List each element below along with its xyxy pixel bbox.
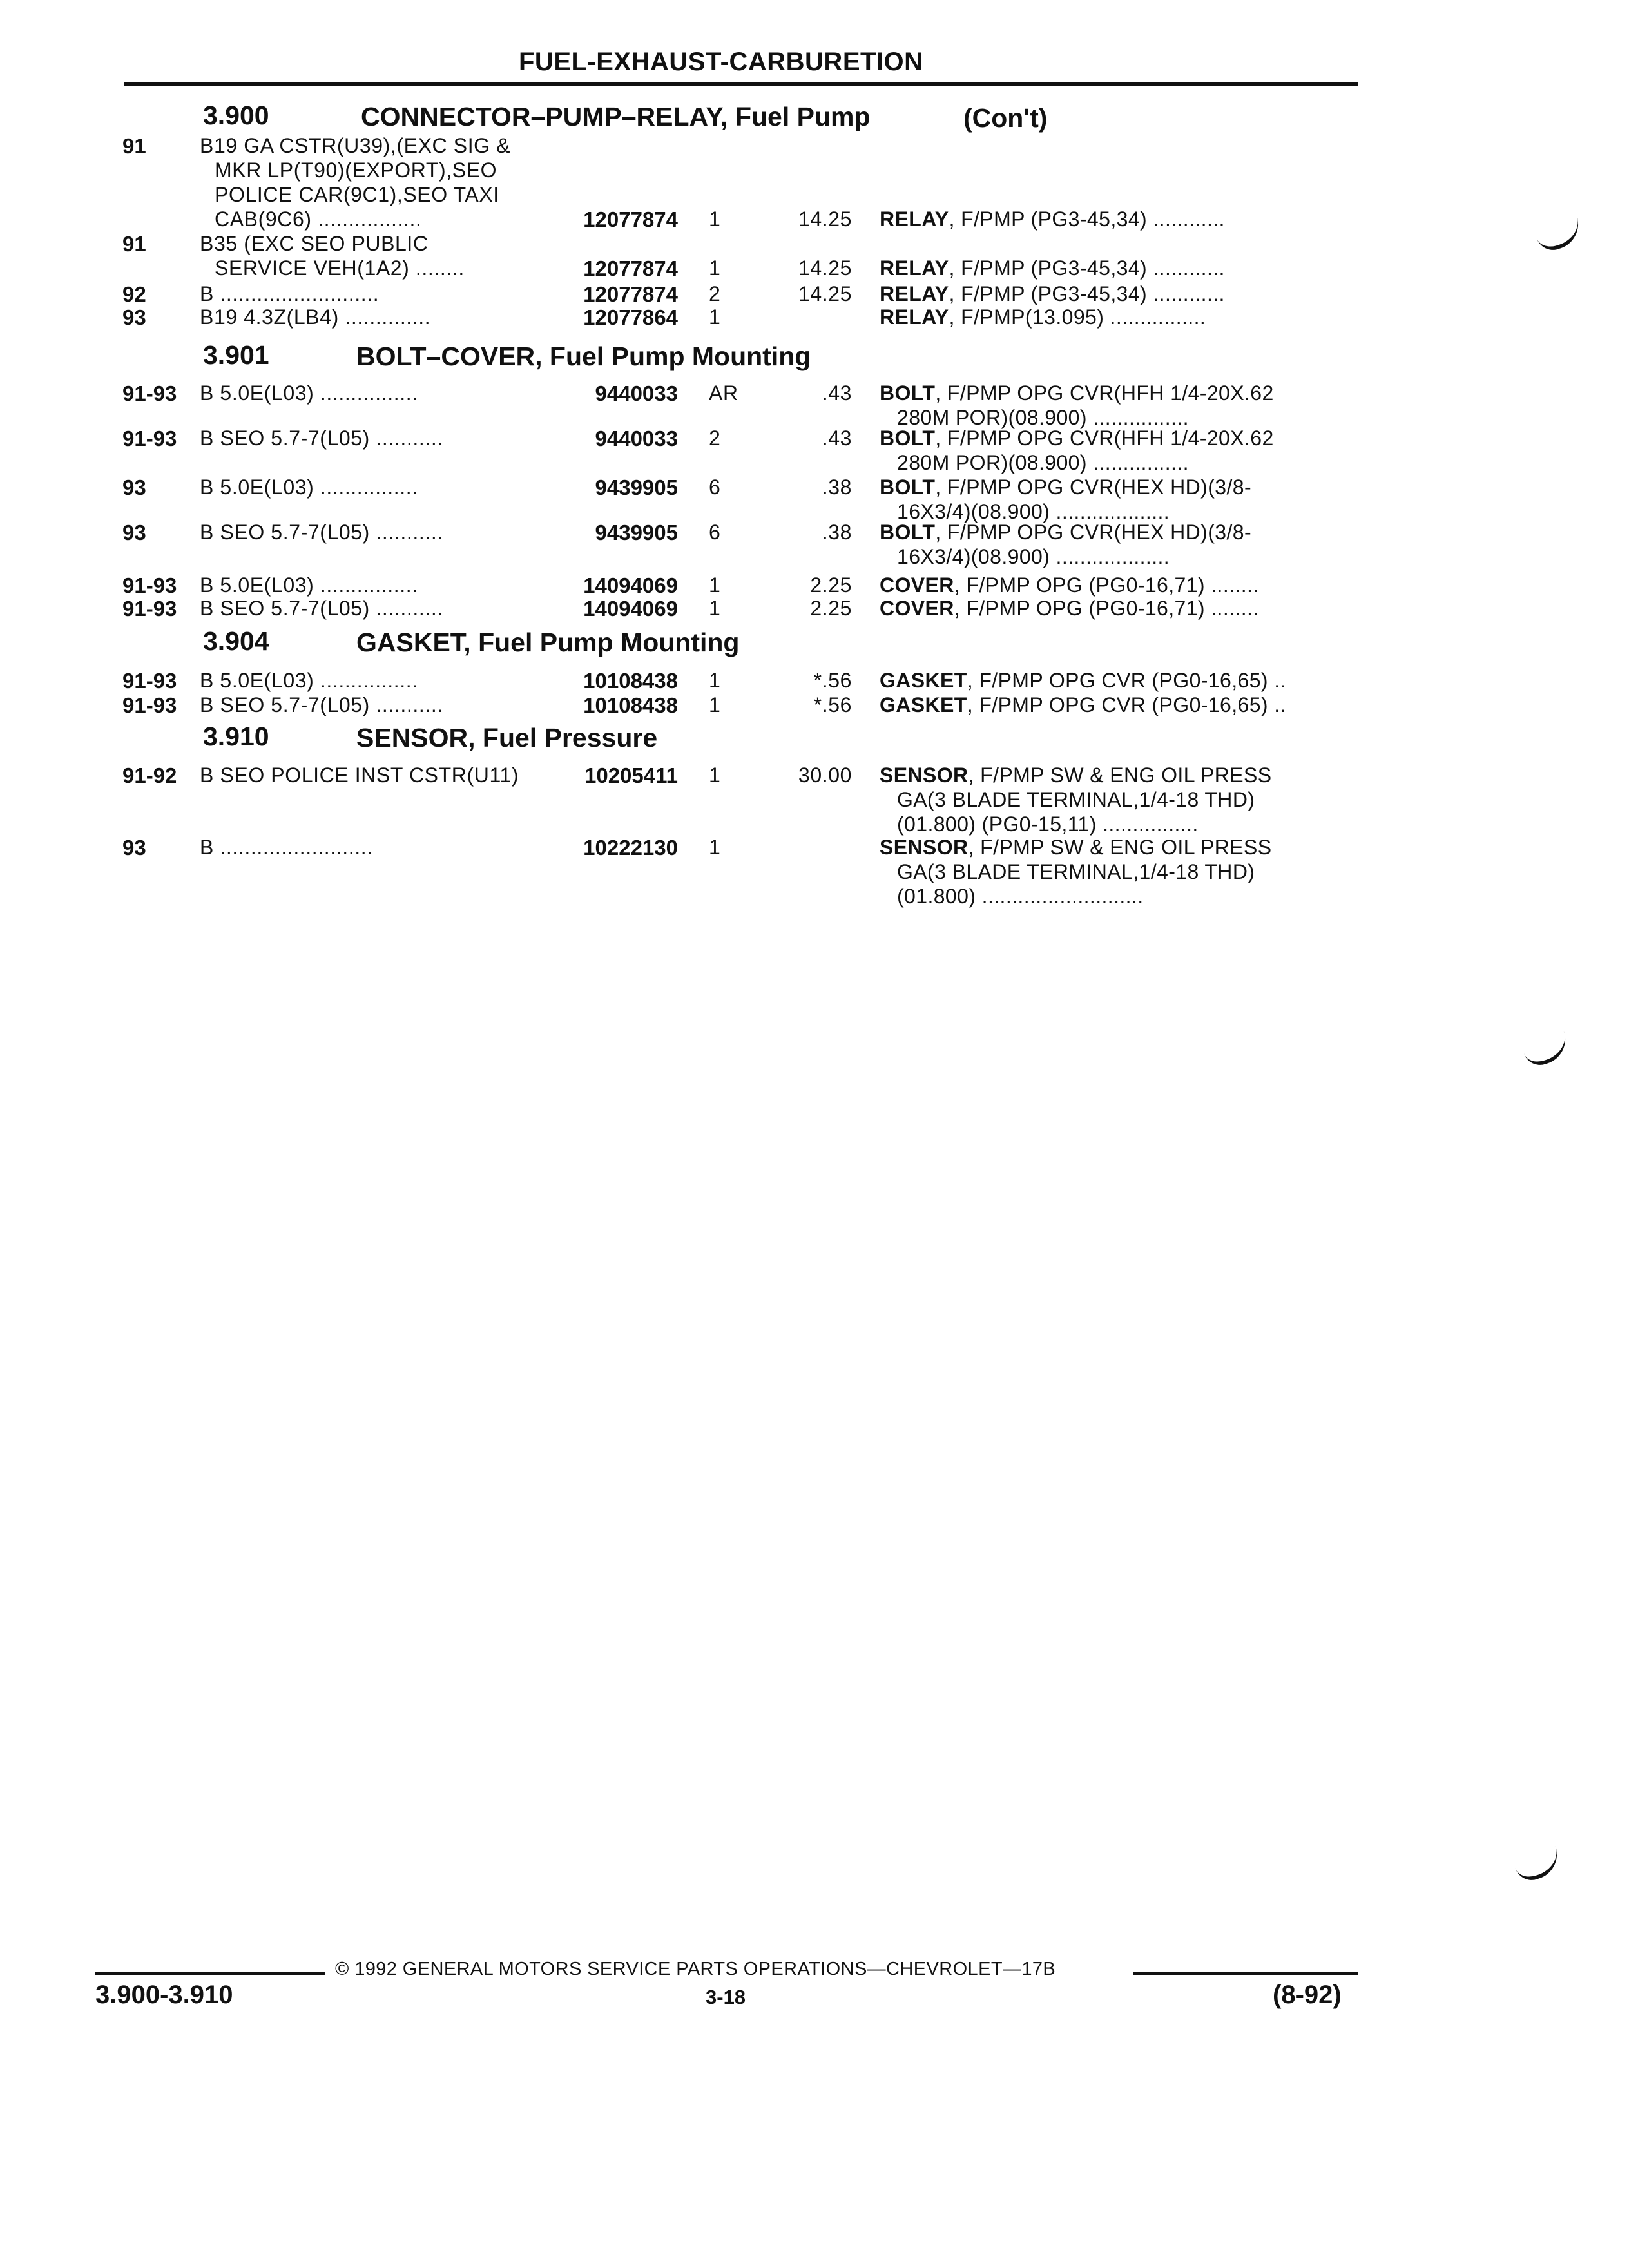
row-quantity: 1 bbox=[709, 256, 721, 280]
row-description bbox=[880, 573, 1259, 597]
row-description bbox=[880, 305, 1206, 329]
section-title-3-904: GASKET, Fuel Pump Mounting bbox=[356, 628, 740, 657]
row-description-keyword: RELAY bbox=[880, 207, 949, 231]
row-price: .43 bbox=[822, 427, 852, 450]
row-application: B 5.0E(L03) ................ bbox=[200, 476, 418, 499]
row-description-text: , F/PMP (PG3-45,34) ............ bbox=[949, 282, 1225, 305]
row-application: B SEO 5.7-7(L05) ........... bbox=[200, 597, 443, 620]
row-description-keyword: BOLT bbox=[880, 521, 936, 544]
row-description-text: , F/PMP SW & ENG OIL PRESS bbox=[968, 836, 1272, 859]
row-description bbox=[880, 207, 1225, 231]
row-application: B SEO 5.7-7(L05) ........... bbox=[200, 427, 443, 450]
row-description-text: , F/PMP OPG CVR(HEX HD)(3/8- bbox=[935, 476, 1251, 499]
row-description-continued: GA(3 BLADE TERMINAL,1/4-18 THD) bbox=[897, 788, 1255, 811]
footer-section-range: 3.900-3.910 bbox=[95, 1981, 233, 2009]
row-model-year: 93 bbox=[122, 836, 146, 860]
section-number-3-901: 3.901 bbox=[203, 340, 269, 370]
row-model-year: 91-93 bbox=[122, 669, 177, 693]
section-continued-label: (Con't) bbox=[963, 103, 1048, 133]
row-part-number: 9439905 bbox=[595, 521, 678, 544]
row-description-text: , F/PMP OPG (PG0-16,71) ........ bbox=[954, 597, 1259, 620]
row-description-text: , F/PMP OPG CVR(HFH 1/4-20X.62 bbox=[935, 381, 1274, 405]
row-part-number: 10222130 bbox=[583, 836, 678, 860]
row-description-continued: 16X3/4)(08.900) ................... bbox=[897, 500, 1170, 523]
row-model-year: 91-93 bbox=[122, 381, 177, 405]
row-description-keyword: GASKET bbox=[880, 693, 967, 716]
row-application: B SEO 5.7-7(L05) ........... bbox=[200, 693, 443, 716]
row-application: POLICE CAR(9C1),SEO TAXI bbox=[215, 183, 499, 206]
row-description-keyword: BOLT bbox=[880, 381, 936, 405]
row-description bbox=[880, 476, 1251, 499]
row-description-continued: 16X3/4)(08.900) ................... bbox=[897, 545, 1170, 568]
row-description-text: , F/PMP OPG CVR(HFH 1/4-20X.62 bbox=[935, 427, 1274, 450]
row-quantity: 1 bbox=[709, 207, 721, 231]
row-description-keyword: RELAY bbox=[880, 305, 949, 329]
row-quantity: 1 bbox=[709, 836, 721, 859]
row-description-keyword: RELAY bbox=[880, 282, 949, 305]
row-part-number: 9440033 bbox=[595, 381, 678, 405]
row-description-text: , F/PMP OPG CVR(HEX HD)(3/8- bbox=[935, 521, 1251, 544]
row-price: .38 bbox=[822, 521, 852, 544]
row-quantity: 1 bbox=[709, 764, 721, 787]
section-title-3-910: SENSOR, Fuel Pressure bbox=[356, 723, 658, 753]
row-model-year: 91-93 bbox=[122, 427, 177, 450]
row-application: B35 (EXC SEO PUBLIC bbox=[200, 232, 429, 255]
row-description-continued: GA(3 BLADE TERMINAL,1/4-18 THD) bbox=[897, 860, 1255, 883]
row-description bbox=[880, 764, 1272, 787]
row-quantity: 6 bbox=[709, 476, 721, 499]
row-description-keyword: SENSOR bbox=[880, 836, 969, 859]
row-description-keyword: COVER bbox=[880, 597, 954, 620]
row-part-number: 12077874 bbox=[583, 282, 678, 306]
row-price: .43 bbox=[822, 381, 852, 405]
row-model-year: 91-93 bbox=[122, 573, 177, 597]
row-part-number: 12077874 bbox=[583, 207, 678, 231]
row-description bbox=[880, 381, 1274, 405]
row-application: B19 4.3Z(LB4) .............. bbox=[200, 305, 431, 329]
row-description-keyword: COVER bbox=[880, 573, 954, 597]
row-application: B .......................... bbox=[200, 282, 380, 305]
row-application: B SEO 5.7-7(L05) ........... bbox=[200, 521, 443, 544]
row-description bbox=[880, 521, 1251, 544]
row-model-year: 91-93 bbox=[122, 693, 177, 717]
row-description-continued: (01.800) (PG0-15,11) ................ bbox=[897, 812, 1199, 836]
row-part-number: 12077874 bbox=[583, 256, 678, 280]
row-application: B SEO POLICE INST CSTR(U11) bbox=[200, 764, 519, 787]
row-description-continued: 280M POR)(08.900) ................ bbox=[897, 451, 1189, 474]
row-description-text: , F/PMP (PG3-45,34) ............ bbox=[949, 207, 1225, 231]
row-model-year: 92 bbox=[122, 282, 146, 306]
row-description-keyword: RELAY bbox=[880, 256, 949, 280]
page-header-title: FUEL-EXHAUST-CARBURETION bbox=[519, 48, 923, 76]
row-quantity: 1 bbox=[709, 669, 721, 692]
row-description-text: , F/PMP SW & ENG OIL PRESS bbox=[968, 764, 1272, 787]
row-description bbox=[880, 282, 1225, 306]
row-model-year: 91 bbox=[122, 134, 146, 158]
section-title-3-900: CONNECTOR–PUMP–RELAY, Fuel Pump bbox=[361, 102, 871, 131]
footer-rule-left bbox=[95, 1972, 325, 1975]
row-part-number: 9439905 bbox=[595, 476, 678, 499]
row-description-keyword: BOLT bbox=[880, 476, 936, 499]
row-price: 14.25 bbox=[798, 207, 852, 231]
row-model-year: 91-93 bbox=[122, 597, 177, 620]
section-title-3-901: BOLT–COVER, Fuel Pump Mounting bbox=[356, 341, 811, 371]
row-part-number: 14094069 bbox=[583, 573, 678, 597]
row-price: 2.25 bbox=[810, 573, 852, 597]
row-description bbox=[880, 597, 1259, 620]
row-description-continued: 280M POR)(08.900) ................ bbox=[897, 406, 1189, 429]
row-description-keyword: GASKET bbox=[880, 669, 967, 692]
row-model-year: 93 bbox=[122, 521, 146, 544]
row-part-number: 10205411 bbox=[584, 764, 678, 787]
row-quantity: 2 bbox=[709, 427, 721, 450]
row-quantity: AR bbox=[709, 381, 738, 405]
row-part-number: 14094069 bbox=[583, 597, 678, 620]
row-quantity: 6 bbox=[709, 521, 721, 544]
footer-date: (8-92) bbox=[1273, 1981, 1342, 2009]
row-part-number: 10108438 bbox=[583, 669, 678, 693]
row-application: B 5.0E(L03) ................ bbox=[200, 381, 418, 405]
row-application: B ......................... bbox=[200, 836, 373, 859]
row-quantity: 2 bbox=[709, 282, 721, 305]
row-description bbox=[880, 836, 1272, 860]
section-number-3-910: 3.910 bbox=[203, 722, 269, 751]
row-application: MKR LP(T90)(EXPORT),SEO bbox=[215, 159, 497, 182]
row-model-year: 91 bbox=[122, 232, 146, 256]
row-price: 30.00 bbox=[798, 764, 852, 787]
row-quantity: 1 bbox=[709, 597, 721, 620]
row-description-text: , F/PMP OPG CVR (PG0-16,65) .. bbox=[967, 669, 1286, 692]
row-description bbox=[880, 427, 1274, 450]
row-model-year: 91-92 bbox=[122, 764, 177, 787]
row-model-year: 93 bbox=[122, 476, 146, 499]
row-price: 14.25 bbox=[798, 282, 852, 305]
row-description bbox=[880, 669, 1286, 693]
row-price: .38 bbox=[822, 476, 852, 499]
row-description-text: , F/PMP(13.095) ................ bbox=[949, 305, 1206, 329]
row-description-keyword: BOLT bbox=[880, 427, 936, 450]
row-part-number: 9440033 bbox=[595, 427, 678, 450]
row-model-year: 93 bbox=[122, 305, 146, 329]
margin-hook-mark bbox=[1534, 216, 1585, 255]
row-application: B 5.0E(L03) ................ bbox=[200, 573, 418, 597]
row-application: B 5.0E(L03) ................ bbox=[200, 669, 418, 692]
row-price: 2.25 bbox=[810, 597, 852, 620]
row-quantity: 1 bbox=[709, 573, 721, 597]
row-description-text: , F/PMP (PG3-45,34) ............ bbox=[949, 256, 1225, 280]
footer-copyright: © 1992 GENERAL MOTORS SERVICE PARTS OPERATIONS—CHEVROLET—17B bbox=[335, 1959, 1056, 1979]
section-number-3-904: 3.904 bbox=[203, 626, 269, 656]
row-description-keyword: SENSOR bbox=[880, 764, 969, 787]
margin-hook-mark bbox=[1513, 1846, 1564, 1885]
row-description bbox=[880, 256, 1225, 280]
row-description bbox=[880, 693, 1286, 717]
section-number-3-900: 3.900 bbox=[203, 101, 269, 130]
row-description-continued: (01.800) ........................... bbox=[897, 885, 1144, 908]
row-application: B19 GA CSTR(U39),(EXC SIG & bbox=[200, 134, 511, 157]
row-description-text: , F/PMP OPG (PG0-16,71) ........ bbox=[954, 573, 1259, 597]
row-application: SERVICE VEH(1A2) ........ bbox=[215, 256, 465, 280]
margin-hook-mark bbox=[1521, 1031, 1572, 1070]
footer-page-number: 3-18 bbox=[706, 1986, 746, 2008]
row-price: 14.25 bbox=[798, 256, 852, 280]
row-description-text: , F/PMP OPG CVR (PG0-16,65) .. bbox=[967, 693, 1286, 716]
row-part-number: 10108438 bbox=[583, 693, 678, 717]
row-quantity: 1 bbox=[709, 693, 721, 716]
row-quantity: 1 bbox=[709, 305, 721, 329]
header-rule bbox=[124, 82, 1358, 86]
footer-rule-right bbox=[1133, 1972, 1358, 1975]
row-application: CAB(9C6) ................. bbox=[215, 207, 422, 231]
row-price: *.56 bbox=[813, 693, 852, 716]
row-price: *.56 bbox=[813, 669, 852, 692]
row-part-number: 12077864 bbox=[583, 305, 678, 329]
